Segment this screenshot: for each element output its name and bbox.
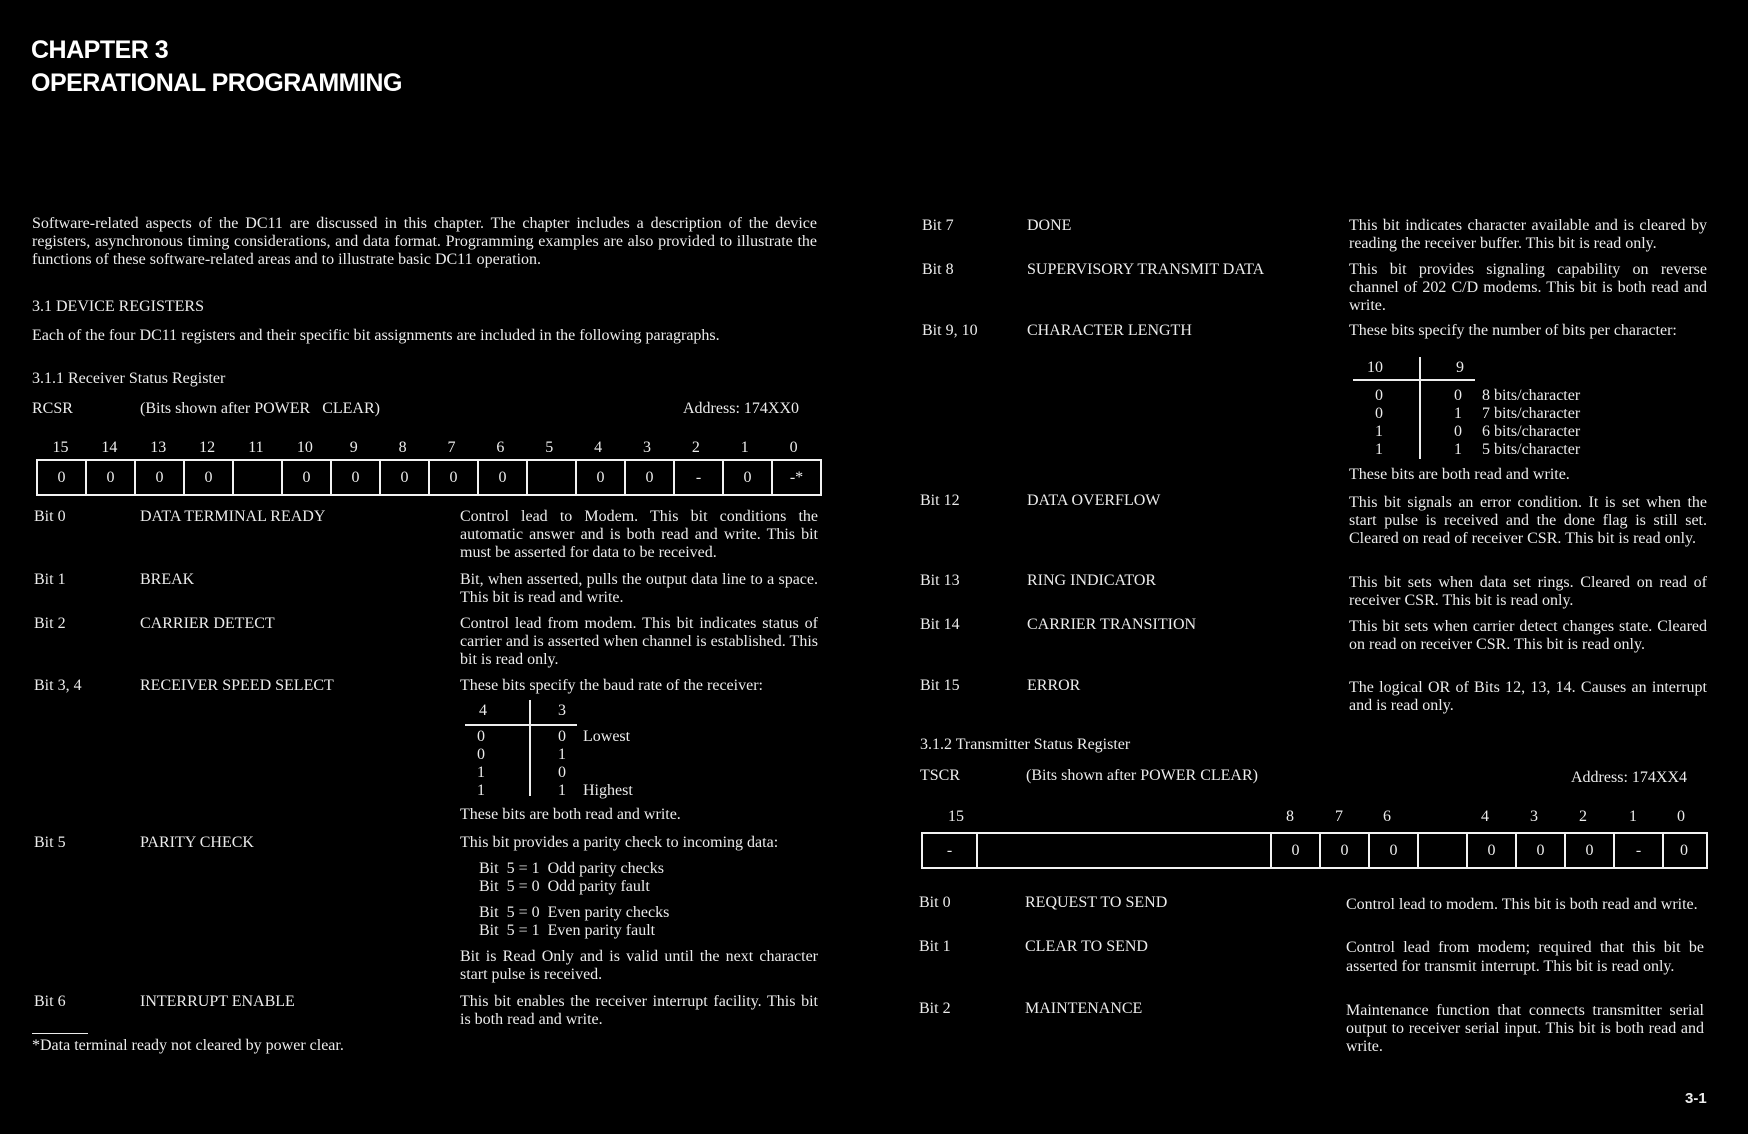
bit-cell: 0 [87, 461, 136, 494]
chapter-title: OPERATIONAL PROGRAMMING [31, 69, 402, 97]
bit-number: 9 [349, 439, 358, 456]
tscr-register-diagram [921, 832, 1708, 869]
bit-name: DATA OVERFLOW [1027, 492, 1161, 509]
table-header: 4 [479, 702, 487, 719]
table-cell: Highest [583, 782, 633, 799]
bit-label: Bit 3, 4 [34, 677, 82, 694]
bit-number: 6 [496, 439, 505, 456]
bit-cell: 0 [332, 461, 381, 494]
tscr-heading: 3.1.2 Transmitter Status Register [920, 736, 1131, 753]
bit-cell: 0 [1370, 834, 1419, 867]
bit-number: 1 [1629, 808, 1637, 825]
speed-select-table [465, 700, 633, 800]
bit-description: Bit, when asserted, pulls the output data line to a space. This bit is read and write. [460, 571, 818, 606]
bit-number: 10 [296, 439, 313, 456]
rcsr-address: Address: 174XX0 [683, 400, 799, 417]
table-cell: 7 bits/character [1482, 405, 1581, 422]
bit-cell [1419, 834, 1468, 867]
bit-cell: 0 [1272, 834, 1321, 867]
bit-description: This bit provides signaling capability on reverse channel of 202 C/D modems. This bit is both read and write. [1349, 261, 1707, 314]
tscr-name: TSCR [920, 767, 961, 784]
table-cell: 1 [1454, 441, 1462, 458]
bit-cell [528, 461, 577, 494]
bit-description: The logical OR of Bits 12, 13, 14. Causes an interrupt and is read only. [1349, 679, 1707, 714]
bit-description: This bit provides a parity check to incoming data: [460, 834, 779, 851]
bit-cell: 0 [1566, 834, 1615, 867]
bit-number: 15 [948, 808, 964, 825]
section-intro: Each of the four DC11 registers and their specific bit assignments are included in the following paragraphs. [32, 327, 720, 344]
bit-label: Bit 13 [920, 572, 960, 589]
table-cell: 1 [1375, 423, 1383, 440]
bit-label: Bit 12 [920, 492, 960, 509]
bit-cell: 0 [1321, 834, 1370, 867]
bit-label: Bit 5 [34, 834, 66, 851]
bit-name: RING INDICATOR [1027, 572, 1157, 589]
bit-number: 0 [789, 439, 798, 456]
bit-number: 5 [545, 439, 554, 456]
bit-label: Bit 15 [920, 677, 960, 694]
bit-number: 7 [1335, 808, 1343, 825]
table-cell: 6 bits/character [1482, 423, 1581, 440]
bit-description: This bit enables the receiver interrupt facility. This bit is both read and write. [460, 993, 818, 1028]
table-cell: 1 [1454, 405, 1462, 422]
bit-number: 7 [447, 439, 456, 456]
rcsr-subtitle: (Bits shown after POWER CLEAR) [140, 400, 380, 417]
bit-description: This bit indicates character available and is cleared by reading the receiver buffer. This bit is read only. [1349, 217, 1707, 252]
bit-cell: - [675, 461, 724, 494]
table-cell: 1 [558, 746, 566, 763]
table-cell: 0 [1375, 405, 1383, 422]
bit-number: 15 [52, 439, 69, 456]
bit-description: Control lead from modem. This bit indicates status of carrier and is asserted when channel is established. This bit is read only. [460, 615, 818, 668]
table-cell: 1 [1375, 441, 1383, 458]
parity-note: Bit is Read Only and is valid until the next character start pulse is received. [460, 948, 818, 983]
parity-line: Bit 5 = 0 Odd parity fault [479, 878, 650, 895]
bit-name: DATA TERMINAL READY [140, 508, 326, 525]
bit-name: CARRIER TRANSITION [1027, 616, 1197, 633]
bit-cell: 0 [626, 461, 675, 494]
section-heading: 3.1 DEVICE REGISTERS [32, 298, 204, 315]
bit-name: MAINTENANCE [1025, 1000, 1143, 1017]
table-cell: 0 [1454, 423, 1462, 440]
bit-description: This bit signals an error condition. It is set when the start pulse is received and the done flag is still set. Cleared on read of receiver CSR. This bit is read only. [1349, 494, 1707, 547]
table-header: 10 [1367, 359, 1383, 376]
bit-label: Bit 14 [920, 616, 960, 633]
bit-name: ERROR [1027, 677, 1081, 694]
table-header: 9 [1456, 359, 1464, 376]
bit-cell [978, 834, 1272, 867]
bit-name: RECEIVER SPEED SELECT [140, 677, 334, 694]
bit-name: CARRIER DETECT [140, 615, 275, 632]
table-cell: 0 [1454, 387, 1462, 404]
chapter-number: CHAPTER 3 [31, 36, 169, 64]
bit-label: Bit 1 [919, 938, 951, 955]
length-table-note: These bits are both read and write. [1349, 466, 1570, 483]
character-length-table [1353, 357, 1603, 460]
bit-cell: 0 [1680, 841, 1688, 859]
bit-number: 1 [740, 439, 749, 456]
bit-number: 8 [398, 439, 407, 456]
bit-cell: - [1615, 834, 1664, 867]
bit-cell [234, 461, 283, 494]
bit-number: 2 [691, 439, 700, 456]
bit-number: 12 [199, 439, 216, 456]
bit-cell: - [923, 834, 978, 867]
bit-cell: 0 [1517, 834, 1566, 867]
bit-description: This bit sets when carrier detect changes state. Cleared on read on receiver CSR. This bit is read only. [1349, 618, 1707, 653]
table-cell: 0 [558, 728, 566, 745]
table-cell: Lowest [583, 728, 631, 745]
bit-number: 14 [101, 439, 118, 456]
bit-number: 3 [1530, 808, 1538, 825]
table-cell: 0 [558, 764, 566, 781]
rcsr-heading: 3.1.1 Receiver Status Register [32, 370, 226, 387]
table-cell: 0 [477, 728, 485, 745]
bit-number: 4 [1481, 808, 1489, 825]
bit-label: Bit 0 [919, 894, 951, 911]
parity-line: Bit 5 = 1 Even parity fault [479, 922, 656, 939]
bit-label: Bit 9, 10 [922, 322, 978, 339]
rcsr-bit-numbers [36, 438, 818, 458]
table-cell: 1 [477, 764, 485, 781]
bit-label: Bit 2 [919, 1000, 951, 1017]
bit-name: PARITY CHECK [140, 834, 254, 851]
bit-number: 13 [150, 439, 167, 456]
table-cell: 1 [477, 782, 485, 799]
bit-cell: 0 [38, 461, 87, 494]
bit-description: Control lead from modem; required that this bit be asserted for transmit interrupt. This bit is read only. [1346, 939, 1704, 975]
bit-description: This bit sets when data set rings. Cleared on read of receiver CSR. This bit is read only. [1349, 574, 1707, 609]
bit-name: CHARACTER LENGTH [1027, 322, 1192, 339]
bit-number: 11 [248, 439, 264, 456]
bit-description: These bits specify the baud rate of the receiver: [460, 677, 763, 694]
table-cell: 8 bits/character [1482, 387, 1581, 404]
bit-cell: 0 [724, 461, 773, 494]
bit-name: DONE [1027, 217, 1072, 234]
bit-number: 3 [642, 439, 651, 456]
bit-number: 4 [594, 439, 603, 456]
bit-number: 0 [1677, 808, 1685, 825]
footnote-rule [32, 1033, 88, 1034]
bit-label: Bit 2 [34, 615, 66, 632]
bit-description: Control lead to Modem. This bit conditions the automatic answer and is both read and write. This bit must be asserted for data to be received. [460, 508, 818, 561]
table-cell: 5 bits/character [1482, 441, 1581, 458]
footnote: *Data terminal ready not cleared by power clear. [32, 1037, 344, 1054]
bit-cell: 0 [430, 461, 479, 494]
bit-name: INTERRUPT ENABLE [140, 993, 295, 1010]
intro-paragraph: Software-related aspects of the DC11 are discussed in this chapter. The chapter includes a description of the device registers, asynchronous timing considerations, and data format. Programming examples are also provided to illustrate the functions of these software-related areas and to illustrate basic DC11 operation. [32, 215, 817, 268]
bit-cell: -* [789, 468, 804, 486]
bit-label: Bit 7 [922, 217, 954, 234]
bit-number: 8 [1286, 808, 1294, 825]
bit-cell: 0 [283, 461, 332, 494]
bit-number: 2 [1579, 808, 1587, 825]
bit-name: SUPERVISORY TRANSMIT DATA [1027, 261, 1265, 278]
bit-description: Control lead to modem. This bit is both read and write. [1346, 896, 1698, 913]
parity-line: Bit 5 = 1 Odd parity checks [479, 860, 664, 877]
bit-cell: 0 [1468, 834, 1517, 867]
bit-description: Maintenance function that connects transmitter serial output to receiver serial input. This bit is both read and write. [1346, 1002, 1704, 1055]
parity-line: Bit 5 = 0 Even parity checks [479, 904, 670, 921]
rcsr-register-diagram [36, 459, 822, 496]
bit-number: 6 [1383, 808, 1391, 825]
table-cell: 0 [1375, 387, 1383, 404]
bit-name: REQUEST TO SEND [1025, 894, 1168, 911]
tscr-address: Address: 174XX4 [1571, 769, 1687, 786]
rcsr-name: RCSR [32, 400, 73, 417]
bit-label: Bit 1 [34, 571, 66, 588]
bit-cell: 0 [479, 461, 528, 494]
table-cell: 0 [477, 746, 485, 763]
bit-label: Bit 0 [34, 508, 66, 525]
table-cell: 1 [558, 782, 566, 799]
bit-name: BREAK [140, 571, 195, 588]
bit-name: CLEAR TO SEND [1025, 938, 1148, 955]
bit-label: Bit 8 [922, 261, 954, 278]
page-number: 3-1 [1685, 1090, 1707, 1107]
table-header: 3 [558, 702, 566, 719]
bit-label: Bit 6 [34, 993, 66, 1010]
bit-cell: 0 [381, 461, 430, 494]
bit-cell: 0 [577, 461, 626, 494]
tscr-subtitle: (Bits shown after POWER CLEAR) [1026, 767, 1258, 784]
bit-cell: 0 [136, 461, 185, 494]
speed-table-note: These bits are both read and write. [460, 806, 681, 823]
bit-cell: 0 [185, 461, 234, 494]
bit-description: These bits specify the number of bits per character: [1349, 322, 1677, 339]
